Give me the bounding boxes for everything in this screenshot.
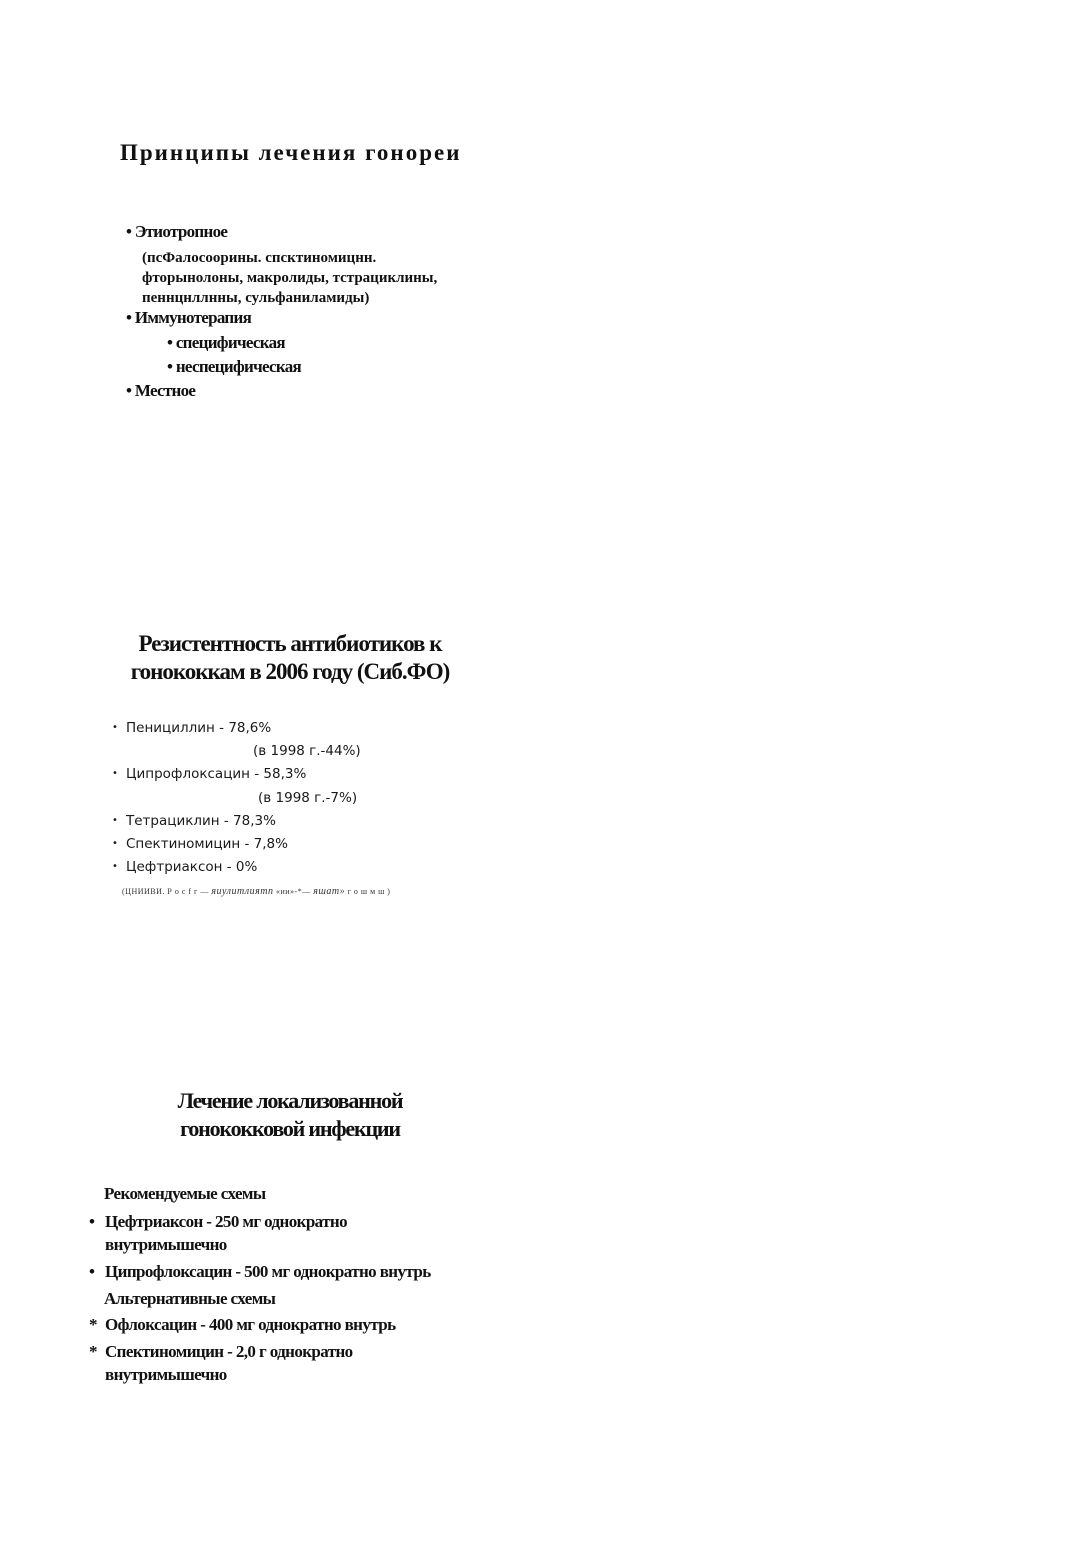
slide1-title: Принципы лечения гонореи bbox=[120, 140, 462, 165]
footnote-part: «ии»-*— bbox=[275, 887, 311, 896]
note-line: (псФалосоорины. спсктиномицнн. bbox=[142, 250, 377, 266]
title-line: Лечение локализованной bbox=[177, 1088, 403, 1113]
note-line: фторынолоны, макролиды, тстрациклины, bbox=[142, 270, 438, 286]
footnote-part: г о ш м ш ) bbox=[347, 887, 391, 896]
list-item-label: неспецифическая bbox=[175, 357, 302, 376]
slide2-title bbox=[90, 630, 490, 686]
sublist-item-nonspecific bbox=[167, 357, 301, 377]
regimen-spectinomycin bbox=[89, 1341, 353, 1363]
title-line: Резистентность антибиотиков к bbox=[138, 631, 442, 656]
resistance-label: Ципрофлоксацин - 58,3% bbox=[126, 766, 307, 782]
list-item-immunotherapy bbox=[126, 308, 251, 328]
regimen-ciprofloxacin bbox=[89, 1261, 431, 1283]
bullet-icon: • bbox=[167, 357, 173, 376]
regimen-label: Ципрофлоксацин - 500 мг однократно внутрь bbox=[105, 1262, 431, 1281]
resistance-item-ciprofloxacin bbox=[112, 766, 306, 782]
resistance-label: Цефтриаксон - 0% bbox=[126, 859, 258, 875]
slide3-title bbox=[90, 1087, 490, 1143]
resistance-item-ciprofloxacin-1998 bbox=[258, 790, 357, 806]
resistance-label: Спектиномицин - 7,8% bbox=[126, 836, 288, 852]
regimen-ofloxacin bbox=[89, 1314, 395, 1336]
bullet-icon: • bbox=[112, 722, 118, 733]
bullet-icon: • bbox=[126, 222, 132, 241]
bullet-icon: • bbox=[112, 838, 118, 849]
list-item-label: Иммунотерапия bbox=[134, 308, 252, 327]
regimen-label: Офлоксацин - 400 мг однократно внутрь bbox=[105, 1315, 396, 1334]
antibiotic-groups-note bbox=[142, 248, 437, 308]
list-item-local bbox=[126, 381, 195, 401]
resistance-label: Пенициллин - 78,6% bbox=[126, 720, 272, 736]
resistance-item-penicillin bbox=[112, 720, 271, 736]
recommended-schemes-heading: Рекомендуемые схемы bbox=[104, 1184, 266, 1203]
bullet-icon: • bbox=[167, 333, 173, 352]
footnote-part: яшат» bbox=[313, 886, 346, 897]
asterisk-icon: * bbox=[89, 1315, 97, 1334]
resistance-item-penicillin-1998 bbox=[253, 743, 361, 759]
bullet-icon: • bbox=[112, 815, 118, 826]
title-line: гонококкам в 2006 году (Сиб.ФО) bbox=[130, 659, 450, 684]
bullet-icon: • bbox=[89, 1212, 95, 1231]
regimen-label: Спектиномицин - 2,0 г однократно bbox=[105, 1342, 353, 1361]
source-footnote bbox=[122, 886, 390, 897]
sublist-item-specific bbox=[167, 333, 285, 353]
resistance-item-ceftriaxone bbox=[112, 859, 257, 875]
resistance-label: (в 1998 г.-7%) bbox=[258, 790, 358, 806]
regimen-ceftriaxone-cont: внутримышечно bbox=[105, 1235, 227, 1254]
list-item-label: Местное bbox=[134, 381, 196, 400]
note-line: пеннцнллнны, сульфаниламиды) bbox=[142, 290, 370, 306]
asterisk-icon: * bbox=[89, 1342, 97, 1361]
bullet-icon: • bbox=[89, 1262, 95, 1281]
bullet-icon: • bbox=[126, 381, 132, 400]
resistance-label: Тетрациклин - 78,3% bbox=[126, 813, 276, 829]
list-item-label: специфическая bbox=[175, 333, 285, 352]
bullet-icon: • bbox=[112, 768, 118, 779]
regimen-spectinomycin-cont: внутримышечно bbox=[105, 1365, 227, 1384]
resistance-item-tetracycline bbox=[112, 813, 276, 829]
alternative-schemes-heading: Альтернативные схемы bbox=[104, 1289, 276, 1308]
resistance-item-spectinomycin bbox=[112, 836, 288, 852]
footnote-part: яиулитлиятп bbox=[211, 886, 274, 897]
list-item-etiotropic bbox=[126, 222, 227, 242]
regimen-label: Цефтриаксон - 250 мг однократно bbox=[105, 1212, 347, 1231]
bullet-icon: • bbox=[112, 861, 118, 872]
footnote-part: (ЦНИИВИ. Р о с f г — bbox=[122, 887, 209, 896]
title-line: гонококковой инфекции bbox=[180, 1116, 400, 1141]
bullet-icon: • bbox=[126, 308, 132, 327]
list-item-label: Этиотропное bbox=[134, 222, 228, 241]
regimen-ceftriaxone bbox=[89, 1211, 347, 1233]
resistance-label: (в 1998 г.-44%) bbox=[253, 743, 361, 759]
